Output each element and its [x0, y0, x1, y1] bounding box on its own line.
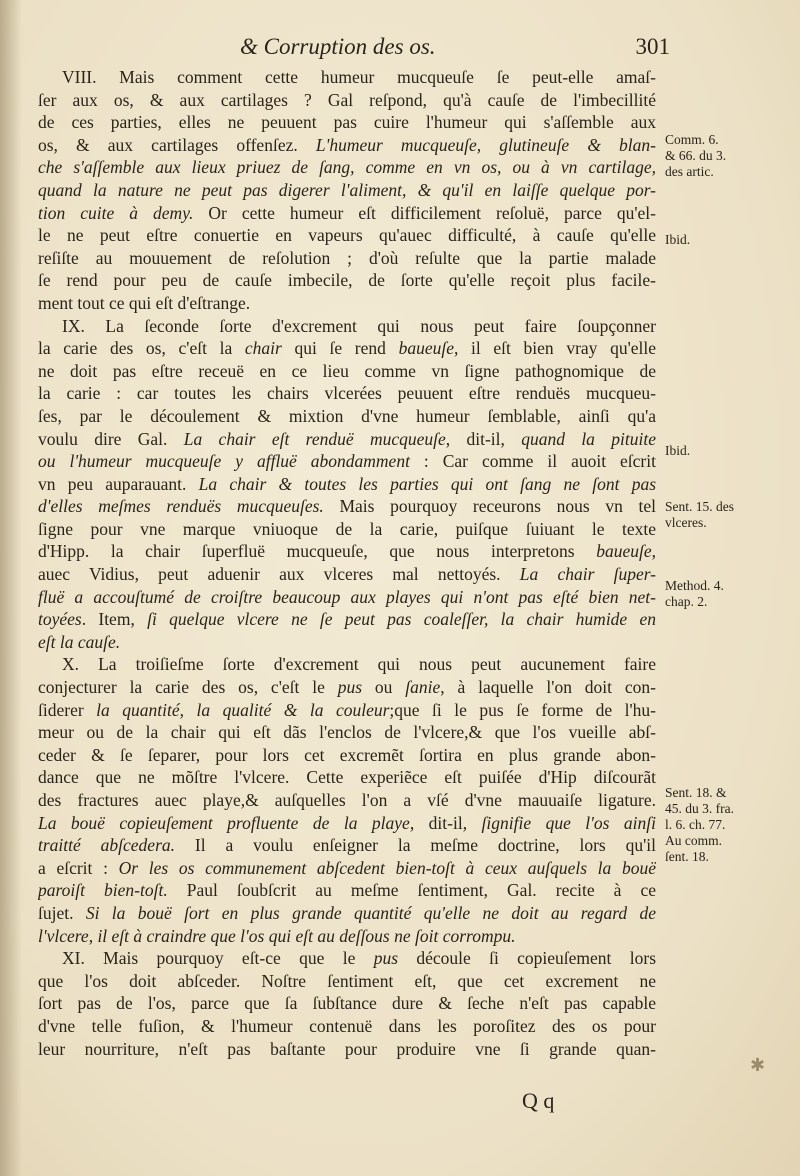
- margin-note-line: Sent. 15. des: [665, 499, 734, 514]
- text-line: [38, 518, 656, 541]
- text-segment: , dit-il,: [445, 428, 522, 449]
- text-segment: le ne peut eſtre conuertie en vapeurs qu'auec difficulté, à cauſe qu'elle: [38, 225, 656, 246]
- italic-segment: quand la pituite: [521, 428, 656, 449]
- text-line: [38, 1038, 656, 1061]
- text-segment: VIII. Mais comment cette humeur mucqueuſe ſe peut-elle amaſ-: [62, 67, 656, 87]
- margin-note-line: l. 6. ch. 77.: [665, 817, 726, 832]
- text-segment: ment tout ce qui eſt d'eſtrange.: [38, 292, 251, 313]
- text-segment: X. La troiſieſme ſorte d'excrement qui nous peut aucunement faire: [62, 654, 656, 675]
- margin-note: [665, 499, 785, 531]
- text-segment: , dit-il,: [409, 812, 482, 833]
- page-gutter-shadow: [0, 0, 22, 1176]
- text-segment: de ces parties, elles ne peuuent pas cuire l'humeur qui s'aſſemble aux: [38, 112, 656, 133]
- text-line: [38, 744, 656, 767]
- text-line: [38, 970, 656, 993]
- text-line: [38, 540, 656, 563]
- text-segment: Paul ſoubſcrit au meſme ſentiment, Gal. recite à ce: [167, 880, 656, 901]
- text-line: [38, 563, 656, 586]
- margin-note-line: 45. du 3. fra.: [665, 801, 734, 816]
- margin-note-line: ſent. 18.: [665, 849, 709, 864]
- text-segment: ,: [651, 541, 656, 562]
- text-line: [38, 315, 656, 338]
- text-line: [38, 428, 656, 451]
- italic-segment: tion cuite à demy.: [38, 202, 194, 223]
- margin-note-line: des artic.: [665, 164, 714, 179]
- text-segment: : Car comme il auoit eſcrit: [409, 451, 656, 472]
- text-line: [38, 382, 656, 405]
- italic-segment: che s'aſſemble aux lieux priuez de ſang, comme en vn os, ou à vn cartilage,: [38, 157, 656, 178]
- text-segment: la carie : car toutes les chairs vlcerées peuuent eſtre renduës mucqueu-: [38, 383, 656, 404]
- italic-segment: pus: [373, 948, 398, 969]
- text-segment: meur ou de la chair qui eſt dãs l'enclos de l'vlcere,& que l'os vueille abſ-: [38, 722, 656, 743]
- italic-segment: d'elles meſmes renduës mucqueuſes.: [38, 496, 324, 517]
- text-line: [38, 879, 656, 902]
- italic-segment: La chair ſuper-: [519, 564, 656, 585]
- italic-segment: Si la bouë ſort en plus grande quantité qu'elle ne doit au regard de: [85, 902, 656, 923]
- margin-note: [665, 132, 785, 180]
- text-segment: vn peu auparauant.: [38, 473, 199, 494]
- italic-segment: eſt la cauſe.: [38, 631, 121, 652]
- text-line: [38, 947, 656, 970]
- italic-segment: ſanie: [405, 677, 441, 698]
- text-line: [38, 156, 656, 179]
- text-line: [38, 992, 656, 1015]
- margin-note-line: Ibid.: [665, 232, 691, 247]
- text-segment: ſe rend pour peu de cauſe imbecile, de ſorte qu'elle reçoit plus facile-: [38, 270, 656, 291]
- text-segment: d'Hipp. la chair ſuperfluë mucqueuſe, que nous interpretons: [38, 541, 597, 562]
- text-line: [38, 202, 656, 225]
- text-segment: ne doit pas eſtre receuë en ce lieu comme vn ſigne pathognomique de: [38, 360, 656, 381]
- catchword: Q q: [522, 1088, 555, 1113]
- text-segment: d'vne telle fuſion, & l'humeur contenuë dans les poroſitez des os pour: [38, 1015, 656, 1036]
- margin-note-line: Au comm.: [665, 833, 722, 848]
- text-line: [38, 608, 656, 631]
- text-line: [38, 179, 656, 202]
- text-line: [38, 134, 656, 157]
- text-line: [38, 699, 656, 722]
- italic-segment: chair: [244, 338, 282, 359]
- text-segment: . Item,: [81, 609, 148, 630]
- text-segment: os, & aux cartilages offenſez.: [38, 134, 316, 155]
- text-line: [38, 66, 656, 89]
- text-segment: , il eſt bien vray qu'elle: [453, 338, 656, 359]
- text-line: [38, 224, 656, 247]
- italic-segment: toyées: [38, 609, 82, 630]
- text-segment: reſiſte au mouuement de reſolution ; d'où reſulte que la partie malade: [38, 247, 656, 268]
- text-segment: ;que ſi le pus ſe forme de l'hu-: [389, 699, 656, 720]
- text-line: [38, 789, 656, 812]
- margin-note-line: vlceres.: [665, 515, 707, 530]
- italic-segment: traitté abſcedera.: [38, 835, 176, 856]
- text-segment: ou: [362, 677, 406, 698]
- text-line: [38, 337, 656, 360]
- margin-note-line: & 66. du 3.: [665, 148, 727, 163]
- margin-note-line: Sent. 18. &: [665, 785, 727, 800]
- text-segment: auec Vidius, peut aduenir aux vlceres mal nettoyés.: [38, 564, 520, 585]
- text-segment: leur nourriture, n'eſt pas baſtante pour produire vne ſi grande quan-: [38, 1038, 656, 1059]
- italic-segment: pus: [337, 677, 363, 698]
- text-line: [38, 360, 656, 383]
- main-text: [38, 66, 656, 1060]
- text-line: [38, 495, 656, 518]
- text-line: [38, 653, 656, 676]
- margin-note-line: Ibid.: [665, 443, 691, 458]
- italic-segment: paroiſt bien-toſt.: [38, 880, 168, 901]
- italic-segment: La bouë copieuſement profluente de la playe: [38, 812, 410, 833]
- italic-segment: La chair & toutes les parties qui ont ſang ne ſont pas: [198, 473, 656, 494]
- text-line: [38, 1015, 656, 1038]
- text-segment: XI. Mais pourquoy eſt-ce que le: [62, 948, 374, 969]
- margin-note: [665, 578, 785, 610]
- text-line: [38, 902, 656, 925]
- ink-blot: ✱: [750, 1055, 766, 1076]
- page-number: 301: [635, 34, 670, 59]
- text-line: [38, 292, 656, 315]
- text-segment: ſujet.: [38, 902, 86, 923]
- text-segment: dance que ne mõſtre l'vlcere. Cette experiẽce eſt puiſée d'Hip diſcourãt: [38, 767, 656, 788]
- italic-segment: fluë a accouſtumé de croiſtre beaucoup aux playes qui n'ont pas eſté bien net-: [38, 586, 656, 607]
- italic-segment: l'vlcere, il eſt à craindre que l'os qui eſt au deſſous ne ſoit corrompu.: [38, 925, 516, 946]
- margin-note: [665, 785, 785, 865]
- text-segment: ſer aux os, & aux cartilages ? Gal reſpond, qu'à cauſe de l'imbecillité: [38, 89, 656, 110]
- text-segment: ſort pas de l'os, parce que ſa ſubſtance dure & ſeche n'eſt pas capable: [38, 993, 656, 1014]
- text-segment: voulu dire Gal.: [38, 428, 184, 449]
- italic-segment: ſi quelque vlcere ne ſe peut pas coaleſſer, la chair humide en: [147, 609, 656, 630]
- text-segment: ſiderer: [38, 699, 97, 720]
- italic-segment: Or les os communement abſcedent bien-toſt à ceux auſquels la bouë: [118, 857, 656, 878]
- text-line: [38, 766, 656, 789]
- text-line: [38, 405, 656, 428]
- italic-segment: L'humeur mucqueuſe, glutineuſe & blan-: [315, 134, 656, 155]
- text-line: [38, 721, 656, 744]
- italic-segment: quand la nature ne peut pas digerer l'aliment, & qu'il en laiſſe quelque por-: [38, 179, 656, 200]
- text-segment: des fractures auec playe,& auſquelles l'on a vſé d'vne mauuaiſe ligature.: [38, 790, 656, 810]
- text-line: [38, 834, 656, 857]
- text-segment: , à laquelle l'on doit con-: [440, 677, 656, 698]
- running-header: [240, 34, 670, 62]
- text-line: [38, 586, 656, 609]
- text-segment: conjecturer la carie des os, c'eſt le: [38, 677, 338, 698]
- text-line: [38, 247, 656, 270]
- italic-segment: baueuſe: [398, 338, 454, 359]
- text-line: [38, 676, 656, 699]
- text-segment: Mais pourquoy receurons nous vn tel: [323, 496, 656, 517]
- text-line: [38, 269, 656, 292]
- text-line: [38, 812, 656, 835]
- italic-segment: La chair eſt renduë mucqueuſe: [183, 428, 446, 449]
- text-line: [38, 473, 656, 496]
- text-line: [38, 450, 656, 473]
- text-line: [38, 857, 656, 880]
- text-segment: ceder & ſe ſeparer, pour lors cet excremẽt ſortira en plus grande abon-: [38, 744, 656, 765]
- margin-note: [665, 232, 785, 248]
- italic-segment: ou l'humeur mucqueuſe y affluë abondamment: [38, 451, 410, 472]
- text-line: [38, 631, 656, 654]
- text-line: [38, 89, 656, 112]
- text-segment: Il a voulu enſeigner la meſme doctrine, lors qu'il: [175, 835, 656, 856]
- text-segment: a eſcrit :: [38, 857, 119, 878]
- margin-note-line: chap. 2.: [665, 594, 708, 609]
- text-segment: découle ſi copieuſement lors: [398, 948, 656, 969]
- margin-note: [665, 443, 785, 459]
- margin-note-line: Comm. 6.: [665, 132, 719, 147]
- text-line: [38, 111, 656, 134]
- text-segment: IX. La ſeconde ſorte d'excrement qui nous peut faire ſoupçonner: [62, 315, 656, 336]
- margin-note-line: Method. 4.: [665, 578, 724, 593]
- text-segment: Or cette humeur eſt difficilement reſoluë, parce qu'el-: [193, 202, 656, 223]
- text-segment: que l'os doit abſceder. Noſtre ſentiment eſt, que cet excrement ne: [38, 970, 656, 991]
- italic-segment: baueuſe: [596, 541, 652, 562]
- text-line: [38, 925, 656, 948]
- italic-segment: ſignifie que l'os ainſi: [481, 812, 656, 833]
- text-segment: ſigne pour vne marque vniuoque de la carie, puiſque ſuiuant le texte: [38, 518, 656, 539]
- italic-segment: la quantité, la qualité & la couleur: [96, 699, 390, 720]
- text-segment: la carie des os, c'eſt la: [38, 338, 245, 359]
- running-title: & Corruption des os.: [240, 34, 436, 59]
- text-segment: qui ſe rend: [281, 338, 399, 359]
- text-segment: ſes, par le découlement & mixtion d'vne humeur ſemblable, ainſi qu'a: [38, 405, 656, 426]
